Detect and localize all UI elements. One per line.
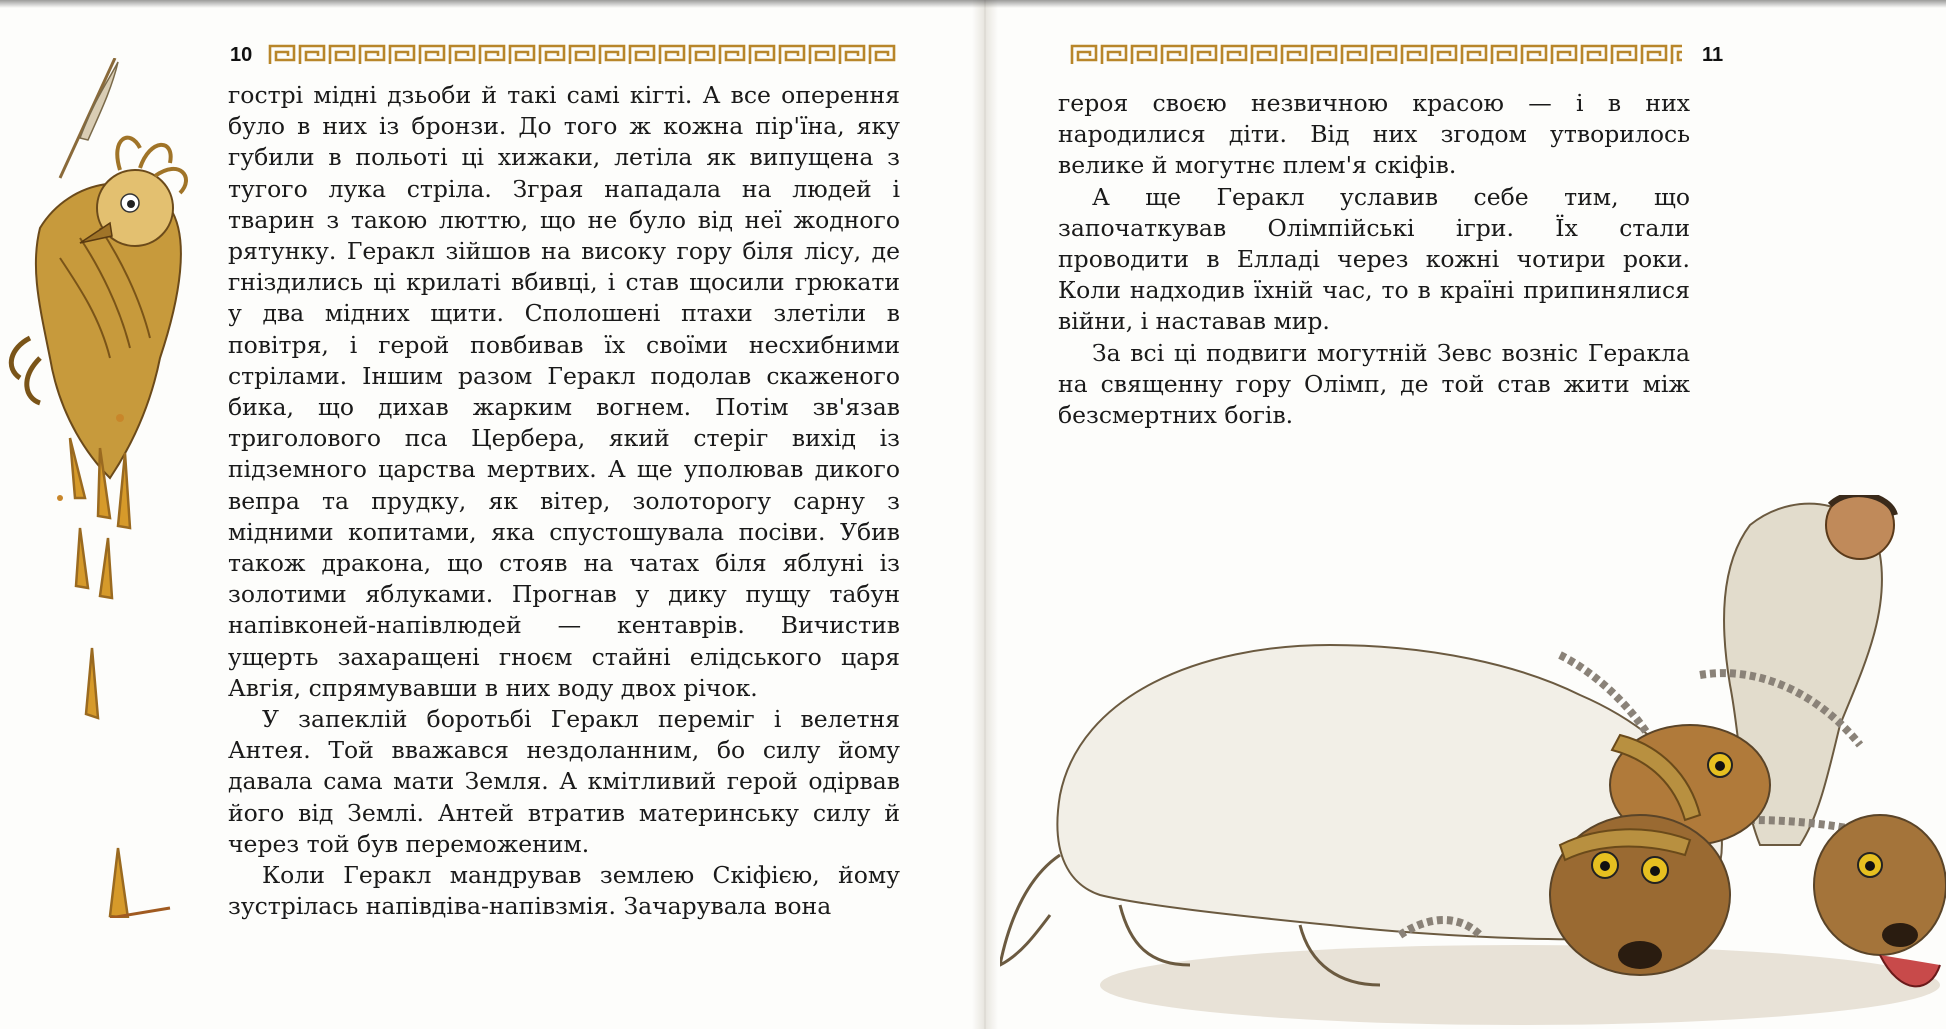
scan-edge-shadow [0,0,1946,8]
right-page-body [1058,88,1690,431]
paragraph: У запеклій боротьбі Геракл переміг і велетня Антея. Той вважався нездоланним, бо силу йому давала сама мати Земля. А кмітливий герой одірвав його від Землі. Антей втратив материнську силу й через той був переможеним. [228,705,900,858]
paragraph: гострі мідні дзьоби й такі самі кігті. А все оперення було в них із бронзи. До того ж кожна пір'їна, яку губили в польоті ці хижаки, летіла як випущена з тугого лука стріла. Зграя нападала на людей і тварин з такою люттю, що не було від неї жодного рятунку. Геракл зійшов на високу гору біля лісу, де гніздились ці крилаті вбивці, і став щосили грюкати у два мідних щити. Сполошені птахи злетіли в повітря, і герой повбивав їх своїми несхибними стрілами. Іншим разом Геракл подолав скаженого бика, що дихав жарким вогнем. Потім зв'язав триголового пса Цербера, який стеріг вихід із підземного царства мертвих. А ще уполював дикого вепра та прудку, як вітер, золоторогу сарну з мідними копитами, яка спустошувала посіви. Убив також дракона, що стояв на чатах біля яблуні із золотими яблуками. Прогнав у дику пущу табун напівконей-напівлюдей — кентаврів. Вичистив ущерть захаращені гноєм стайні елідського царя Авгія, спрямувавши в них воду двох річок. [228,81,900,702]
paragraph: героя своєю незвичною красою — і в них народилися діти. Від них згодом утворилось велике й могутнє плем'я скіфів. [1058,89,1690,180]
paragraph: А ще Геракл уславив себе тим, що започаткував Олімпійські ігри. Їх стали проводити в Елладі через кожні чотири роки. Коли надходив їхній час, то в країні припинялися війни, і наставав мир. [1058,182,1690,336]
greek-key-ornament-left [268,44,898,66]
page-number-right: 11 [1702,44,1724,66]
paragraph: За всі ці подвиги могутній Зевс возніс Геракла на священну гору Олімп, де той став жити між безсмертних богів. [1058,338,1690,430]
page-number-left: 10 [230,44,253,66]
paragraph: Коли Геракл мандрував землею Скіфією, йому зустрілась напівдіва-напівзмія. Зачарувала вона [228,861,900,921]
greek-key-ornament-right [1070,44,1682,66]
left-page-body [228,80,900,922]
bronze-bird-illustration [0,58,210,918]
cerberus-illustration [1000,495,1946,1029]
book-gutter [972,0,998,1029]
